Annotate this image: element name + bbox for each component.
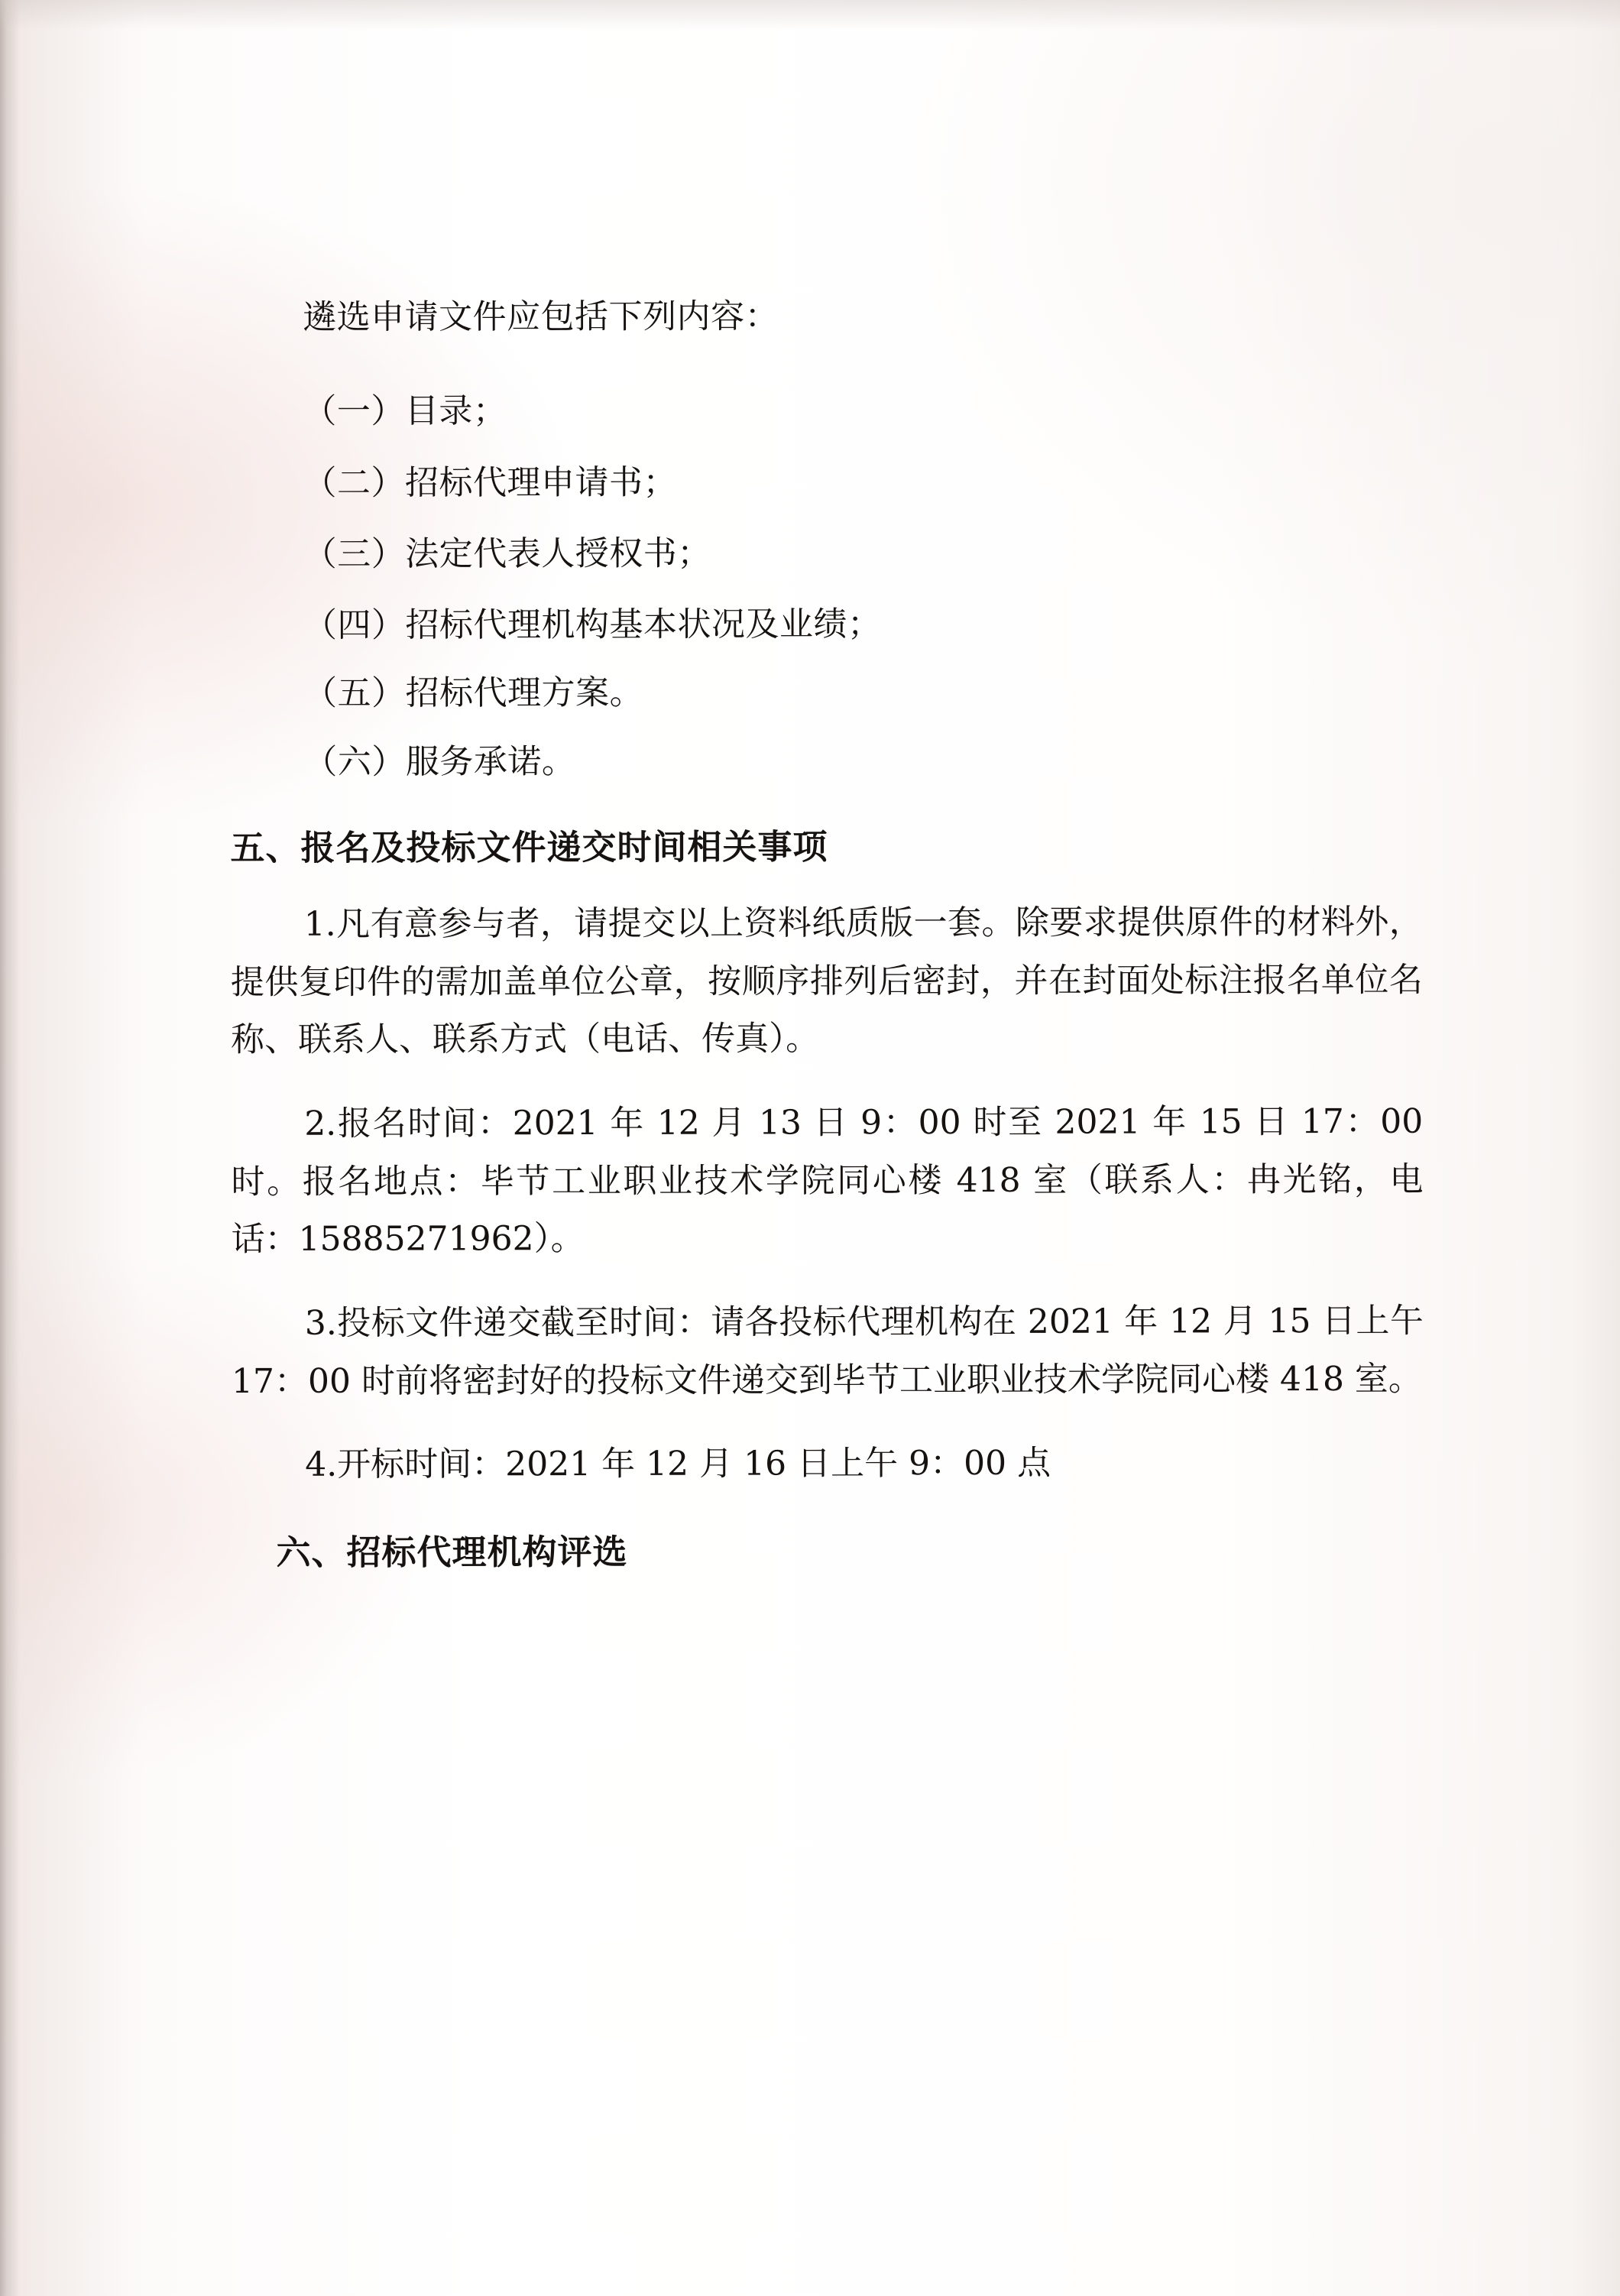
list-item: （三）法定代表人授权书； [303, 533, 711, 574]
section-heading-six: 六、招标代理机构评选 [276, 1531, 628, 1573]
document-body [229, 288, 1424, 1600]
list-item: （五）招标代理方案。 [303, 673, 644, 714]
intro-line: 遴选申请文件应包括下列内容： [303, 297, 779, 337]
section-heading-five: 五、报名及投标文件递交时间相关事项 [230, 826, 828, 868]
paragraph-2: 2.报名时间：2021 年 12 月 13 日 9：00 时至 2021 年 15 日 17：00 时。报名地点：毕节工业职业技术学院同心楼 418 室（联系人：冉光铭，电话：15885271962）。 [231, 1101, 1424, 1260]
paragraph-4: 4.开标时间：2021 年 12 月 16 日上午 9：00 点 [305, 1443, 1051, 1485]
paragraph-1: 1.凡有意参与者，请提交以上资料纸质版一套。除要求提供原件的材料外，提供复印件的需加盖单位公章，按顺序排列后密封，并在封面处标注报名单位名称、联系人、联系方式（电话、传真）。 [230, 902, 1423, 1060]
list-item: （四）招标代理机构基本状况及业绩； [303, 605, 882, 645]
list-item: （二）招标代理申请书； [303, 462, 678, 503]
paragraph-3: 3.投标文件递交截至时间：请各投标代理机构在 2021 年 12 月 15 日上午 17：00 时前将密封好的投标文件递交到毕节工业职业技术学院同心楼 418 室。 [231, 1301, 1424, 1401]
list-item: （一）目录； [303, 391, 507, 432]
list-item: （六）服务承诺。 [303, 741, 576, 782]
